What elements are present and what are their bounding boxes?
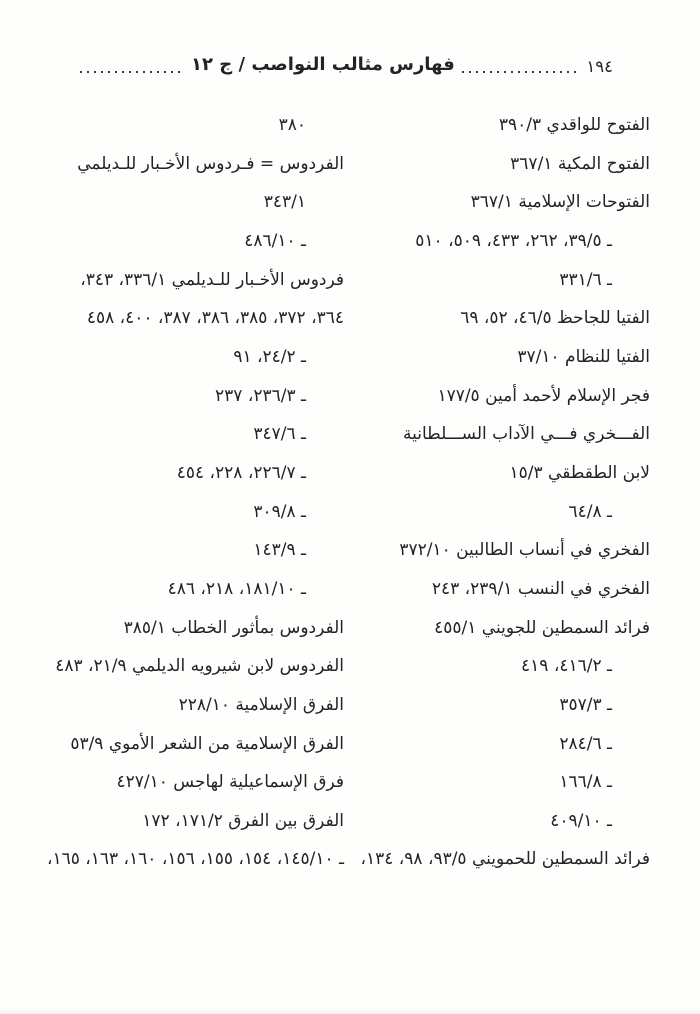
- index-entry: الفخري في أنساب الطالبين ٣٧٢/١٠: [399, 540, 650, 561]
- index-entry: الفتيا للجاحظ ٤٦/٥، ٥٢، ٦٩: [460, 308, 650, 329]
- index-entry: الفتوح للواقدي ٣٩٠/٣: [498, 115, 650, 135]
- index-subentry: ـ ٤١٦/٢، ٤١٩: [521, 656, 612, 677]
- page-header: [80, 52, 613, 78]
- index-entry: الفردوس بمأثور الخطاب ٣٨٥/١: [123, 617, 344, 638]
- index-entry: الفتيا للنظام ٣٧/١٠: [517, 346, 650, 367]
- index-entry: لابن الطقطقي ١٥/٣: [509, 462, 650, 483]
- index-entry: الفـــخري فـــي الآداب الســـلطانية: [402, 424, 650, 445]
- index-entry: الفردوس لابن شيرويه الديلمي ٢١/٩، ٤٨٣: [55, 656, 344, 677]
- index-subentry: ـ ٢٨٤/٦: [559, 733, 612, 754]
- index-entry: الفتوحات الإسلامية ٣٦٧/١: [470, 192, 650, 213]
- index-subentry: ـ ٤٨٦/١٠: [244, 230, 306, 251]
- index-subentry: ـ ٢٣٦/٣، ٢٣٧: [215, 385, 306, 406]
- index-subentry: ـ ٣٤٧/٦: [253, 424, 306, 445]
- index-subentry: ـ ١٨١/١٠، ٢١٨، ٤٨٦: [167, 578, 306, 599]
- index-subentry: ـ ٤٠٩/١٠: [550, 810, 612, 831]
- index-entry: فرائد السمطين للحمويني ٩٣/٥، ٩٨، ١٣٤،: [360, 849, 650, 870]
- index-entry: الفتوح المكية ٣٦٧/١: [510, 153, 650, 174]
- index-entry: ٣٦٤، ٣٧٢، ٣٨٥، ٣٨٦، ٣٨٧، ٤٠٠، ٤٥٨: [86, 308, 344, 329]
- index-subentry: ـ ٣٩/٥، ٢٦٢، ٤٣٣، ٥٠٩، ٥١٠: [415, 230, 612, 251]
- index-subentry: ـ ٣٠٩/٨: [253, 501, 306, 522]
- index-subentry: ـ ٦٤/٨: [568, 501, 612, 522]
- index-entry: ٣٤٣/١: [263, 192, 306, 213]
- index-subentry: ـ ١٤٥/١٠، ١٥٤، ١٥٥، ١٥٦، ١٦٠، ١٦٣، ١٦٥،: [46, 849, 344, 870]
- dotted-leader: [462, 71, 579, 73]
- index-column-right: [354, 106, 650, 879]
- index-subentry: ـ ٣٥٧/٣: [559, 694, 612, 715]
- dotted-leader-left: [80, 71, 184, 73]
- index-entry: الفرق بين الفرق ١٧١/٢، ١٧٢: [142, 810, 344, 831]
- index-entry: فجر الإسلام لأحمد أمين ١٧٧/٥: [437, 385, 650, 406]
- index-subentry: ـ ٢٢٦/٧، ٢٢٨، ٤٥٤: [176, 462, 306, 483]
- index-entry: فرائد السمطين للجويني ٤٥٥/١: [434, 617, 650, 638]
- running-title: فهارس مثالب النواصب / ج ١٢: [191, 54, 455, 75]
- index-column-left: [44, 106, 344, 879]
- index-entry: الفردوس = فـردوس الأخـبار للـديلمي: [77, 153, 344, 174]
- index-entry: فرق الإسماعيلية لهاجس ٤٢٧/١٠: [116, 772, 344, 793]
- index-entry: الفخري في النسب ٢٣٩/١، ٢٤٣: [431, 578, 650, 599]
- index-subentry: ـ ١٦٦/٨: [559, 772, 612, 793]
- index-entry: الفرق الإسلامية من الشعر الأموي ٥٣/٩: [70, 733, 344, 754]
- index-entry: ٣٨٠: [278, 115, 306, 135]
- index-subentry: ـ ١٤٣/٩: [253, 540, 306, 561]
- page-number: ١٩٤: [586, 57, 613, 76]
- index-entry: الفرق الإسلامية ٢٢٨/١٠: [178, 694, 344, 715]
- index-entry: فردوس الأخـبار للـديلمي ٣٣٦/١، ٣٤٣،: [80, 269, 344, 290]
- index-subentry: ـ ٢٤/٢، ٩١: [233, 346, 306, 367]
- index-subentry: ـ ٣٣١/٦: [559, 269, 612, 290]
